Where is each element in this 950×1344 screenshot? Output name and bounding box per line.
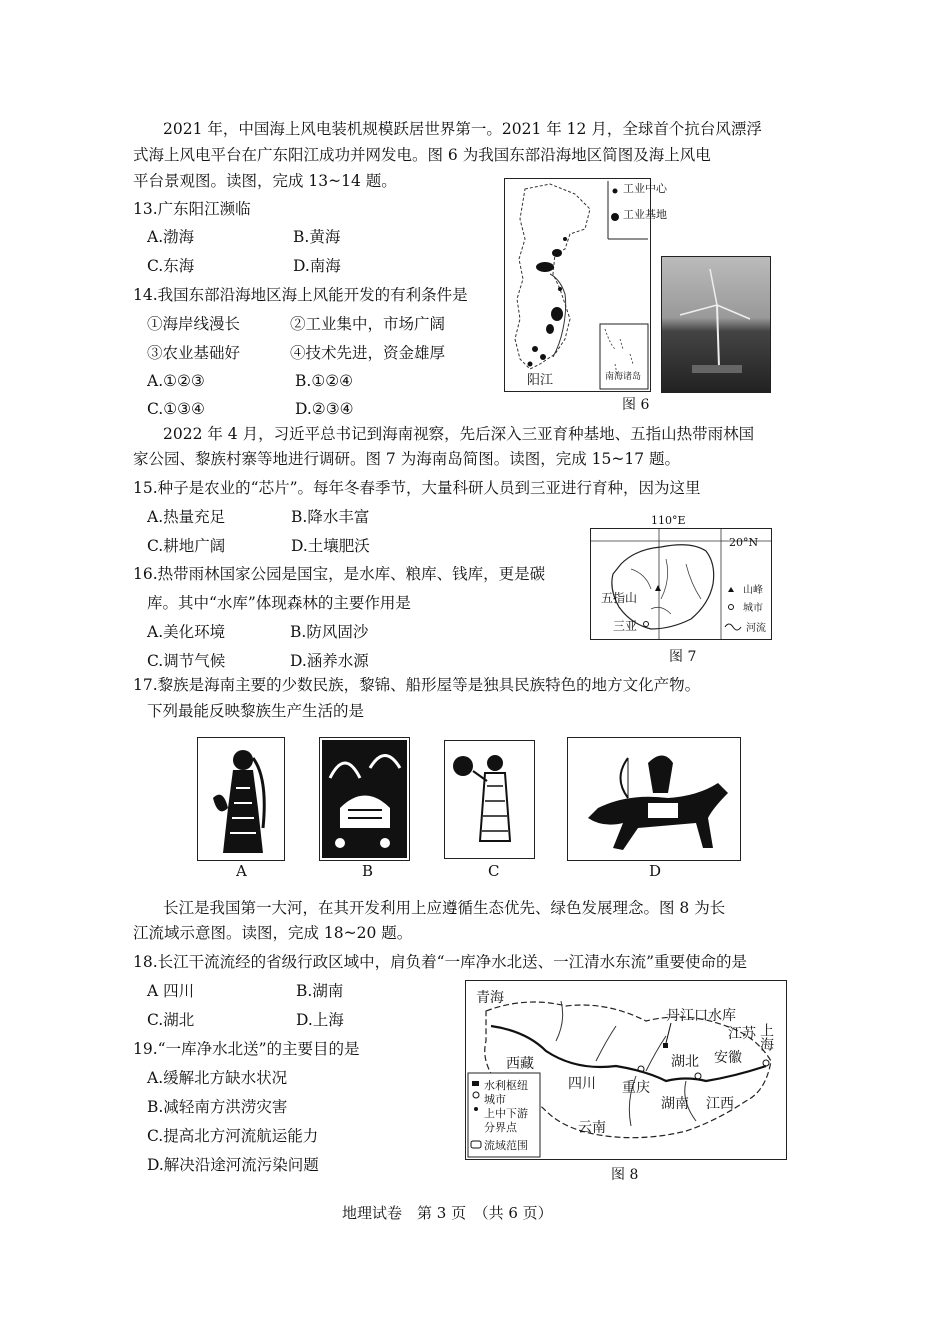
q14-option-b: B.①②④ — [295, 372, 354, 390]
q16-option-c: C.调节气候 — [147, 652, 226, 670]
q19-stem: 19.“一库净水北送”的主要目的是 — [133, 1040, 360, 1058]
fig8-legend-city: 城市 — [484, 1093, 506, 1106]
q17-stem-line2: 下列最能反映黎族生产生活的是 — [147, 702, 365, 720]
q13-option-a: A.渤海 — [147, 228, 195, 246]
q14-opt1: ①海岸线漫长 — [147, 315, 241, 333]
fig6-legend1: 工业中心 — [623, 182, 667, 195]
q17-label-c: C — [488, 862, 500, 880]
q14-option-d: D.②③④ — [295, 400, 354, 418]
q18-stem: 18.长江干流流经的省级行政区域中，肩负着“一库净水北送、一江清水东流”重要使命的是 — [133, 953, 748, 971]
fig7-legend-peak: 山峰 — [743, 585, 763, 596]
intro3-line2: 江流域示意图。读图，完成 18~20 题。 — [133, 924, 413, 942]
fig6-place-yangjiang: 阳江 — [527, 373, 554, 388]
fig7-legend-city: 城市 — [743, 603, 763, 614]
q16-option-b: B.防风固沙 — [290, 623, 369, 641]
archer-horse-papercut-icon — [568, 738, 740, 860]
q13-option-b: B.黄海 — [293, 228, 341, 246]
fig8-label-anhui: 安徽 — [714, 1050, 742, 1066]
fig6-wind-turbine-photo — [661, 256, 771, 393]
fig8-legend-basin: 流域范围 — [484, 1139, 528, 1152]
intro3-line1: 长江是我国第一大河，在其开发利用上应遵循生态优先、绿色发展理念。图 8 为长 — [163, 899, 726, 917]
q18-option-d: D.上海 — [296, 1011, 344, 1029]
wind-turbine-icon — [662, 257, 770, 392]
q17-picture-c — [444, 740, 535, 859]
fig6-legend2: 工业基地 — [623, 208, 667, 221]
fig8-label-shanghai: 上海 — [758, 1023, 774, 1051]
q14-opt2: ②工业集中，市场广阔 — [290, 315, 446, 333]
fig6-caption: 图 6 — [622, 397, 650, 413]
q14-opt3: ③农业基础好 — [147, 344, 241, 362]
q19-option-c: C.提高北方河流航运能力 — [147, 1127, 319, 1145]
q13-stem: 13.广东阳江濒临 — [133, 200, 251, 218]
q18-option-b: B.湖南 — [296, 982, 344, 1000]
q16-option-d: D.涵养水源 — [290, 652, 369, 670]
fig7-longitude: 110°E — [651, 514, 686, 527]
fig8-label-hubei: 湖北 — [671, 1054, 699, 1070]
intro2-line1: 2022 年 4 月，习近平总书记到海南视察，先后深入三亚育种基地、五指山热带雨林国 — [163, 425, 755, 443]
fig6-map — [504, 178, 667, 392]
fig8-label-yunnan: 云南 — [578, 1120, 606, 1136]
fig8-label-sichuan: 四川 — [568, 1076, 596, 1092]
fig8-label-jiangxi: 江西 — [706, 1096, 734, 1112]
q18-option-a: A 四川 — [147, 982, 195, 1000]
fig6-inset-label: 南海诸岛 — [605, 372, 642, 382]
page-footer: 地理试卷 第 3 页 （共 6 页） — [342, 1204, 553, 1222]
fig8-label-xizang: 西藏 — [506, 1056, 534, 1072]
q18-option-c: C.湖北 — [147, 1011, 195, 1029]
fig8-legend-divide-a: 上中下游 — [484, 1107, 528, 1120]
q14-stem: 14.我国东部沿海地区海上风能开发的有利条件是 — [133, 286, 468, 304]
fig7-peak-label: 五指山 — [601, 591, 638, 605]
village-papercut-icon — [320, 738, 409, 860]
fig8-legend-dam: 水利枢纽 — [484, 1079, 528, 1092]
q19-option-a: A.缓解北方缺水状况 — [147, 1069, 288, 1087]
q16-option-a: A.美化环境 — [147, 623, 226, 641]
q14-opt4: ④技术先进，资金雄厚 — [290, 344, 446, 362]
q17-picture-d — [567, 737, 741, 861]
q13-option-d: D.南海 — [293, 257, 341, 275]
fig8-label-reservoir: 丹江口水库 — [666, 1008, 736, 1024]
q15-stem: 15.种子是农业的“芯片”。每年冬春季节，大量科研人员到三亚进行育种，因为这里 — [133, 479, 701, 497]
q19-option-b: B.减轻南方洪涝灾害 — [147, 1098, 288, 1116]
q15-option-a: A.热量充足 — [147, 508, 226, 526]
q19-option-d: D.解决沿途河流污染问题 — [147, 1156, 319, 1174]
fig7-city-label: 三亚 — [613, 619, 638, 633]
fig8-caption: 图 8 — [611, 1167, 639, 1183]
fig8-yangtze-map — [465, 980, 787, 1160]
q17-stem-line1: 17.黎族是海南主要的少数民族，黎锦、船形屋等是独具民族特色的地方文化产物。 — [133, 676, 701, 694]
fig7-caption: 图 7 — [669, 649, 697, 665]
intro2-line2: 家公园、黎族村寨等地进行调研。图 7 为海南岛简图。读图，完成 15~17 题。 — [133, 450, 681, 468]
q15-option-d: D.土壤肥沃 — [291, 537, 370, 555]
fig8-legend-divide-b: 分界点 — [484, 1121, 517, 1134]
fig7-latitude: 20°N — [729, 536, 759, 549]
intro1-line3: 平台景观图。读图，完成 13~14 题。 — [133, 172, 397, 190]
q16-stem-line1: 16.热带雨林国家公园是国宝，是水库、粮库、钱库，更是碳 — [133, 565, 546, 583]
woman-papercut-icon — [198, 738, 284, 860]
q17-picture-b — [319, 737, 410, 861]
intro1-line2: 式海上风电平台在广东阳江成功并网发电。图 6 为我国东部沿海地区简图及海上风电 — [133, 146, 711, 164]
q14-option-a: A.①②③ — [147, 372, 205, 390]
q17-label-b: B — [362, 862, 374, 880]
q14-option-c: C.①③④ — [147, 400, 205, 418]
fig8-label-qinghai: 青海 — [476, 990, 504, 1006]
fig8-label-jiangsu: 江苏 — [728, 1026, 756, 1042]
q17-label-a: A — [236, 862, 247, 880]
fig8-label-chongqing: 重庆 — [622, 1080, 650, 1096]
q13-option-c: C.东海 — [147, 257, 195, 275]
drummer-papercut-icon — [445, 741, 534, 858]
q15-option-c: C.耕地广阔 — [147, 537, 226, 555]
fig8-label-hunan: 湖南 — [661, 1096, 689, 1112]
q15-option-b: B.降水丰富 — [291, 508, 370, 526]
intro1-line1: 2021 年，中国海上风电装机规模跃居世界第一。2021 年 12 月，全球首个抗台风漂浮 — [163, 120, 762, 138]
q17-label-d: D — [649, 862, 662, 880]
q16-stem-line2: 库。其中“水库”体现森林的主要作用是 — [147, 594, 411, 612]
fig7-legend-river: 河流 — [746, 623, 766, 634]
q17-picture-a — [197, 737, 285, 861]
